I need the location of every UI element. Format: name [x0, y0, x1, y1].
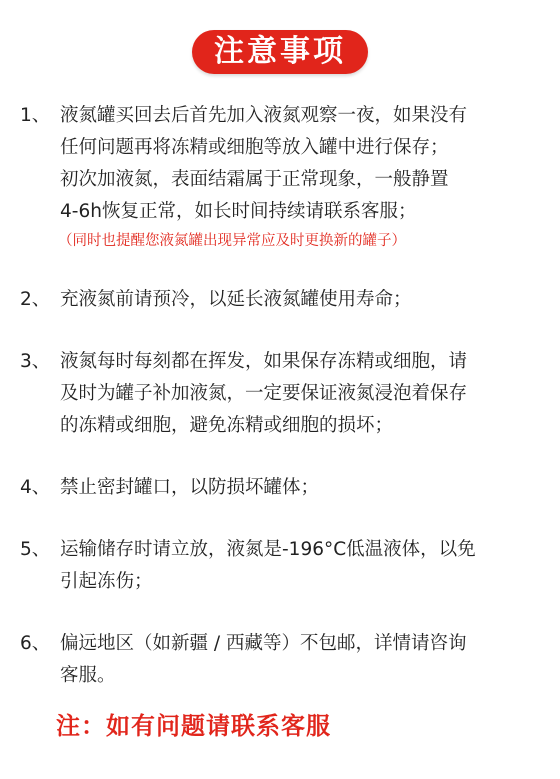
item-line: 客服。 [60, 665, 116, 686]
item-line: 初次加液氮，表面结霜属于正常现象，一般静置 [60, 169, 449, 190]
list-item [20, 534, 550, 598]
item-line: 偏远地区（如新疆 / 西藏等）不包邮，详情请咨询 [60, 633, 467, 654]
item-line: 4-6h恢复正常，如长时间持续请联系客服； [60, 201, 417, 222]
item-line: 充液氮前请预冷，以延长液氮罐使用寿命； [60, 289, 412, 310]
item-number: 6、 [20, 633, 51, 654]
item-line: 液氮罐买回去后首先加入液氮观察一夜，如果没有 [60, 105, 468, 126]
item-number: 4、 [20, 477, 51, 498]
item-line: 引起冻伤； [60, 571, 153, 592]
item-line: 及时为罐子补加液氮，一定要保证液氮浸泡着保存 [60, 383, 468, 404]
item-content [60, 534, 550, 598]
item-line: 液氮每时每刻都在挥发，如果保存冻精或细胞，请 [60, 351, 468, 372]
footer-note: 注：如有问题请联系客服 [56, 712, 331, 740]
title-banner [0, 30, 560, 74]
list-item [20, 346, 550, 442]
item-line: 禁止密封罐口，以防损坏罐体； [60, 477, 320, 498]
item-content [60, 346, 550, 442]
item-number: 3、 [20, 351, 51, 372]
notice-list [20, 100, 550, 692]
item-line: 的冻精或细胞，避免冻精或细胞的损坏； [60, 415, 394, 436]
item-number: 5、 [20, 539, 51, 560]
list-item [20, 284, 550, 316]
item-number: 1、 [20, 105, 51, 126]
list-item [20, 472, 550, 504]
item-number: 2、 [20, 289, 51, 310]
item-note: （同时也提醒您液氮罐出现异常应及时更换新的罐子） [58, 233, 406, 249]
list-item [20, 100, 550, 254]
list-item [20, 628, 550, 692]
item-line: 运输储存时请立放，液氮是-196°C低温液体，以免 [60, 539, 476, 560]
item-content [60, 284, 550, 316]
item-content [60, 628, 550, 692]
item-content [60, 472, 550, 504]
item-line: 任何问题再将冻精或细胞等放入罐中进行保存； [60, 137, 449, 158]
item-content [60, 100, 550, 254]
page-title: 注意事项 [192, 30, 368, 74]
